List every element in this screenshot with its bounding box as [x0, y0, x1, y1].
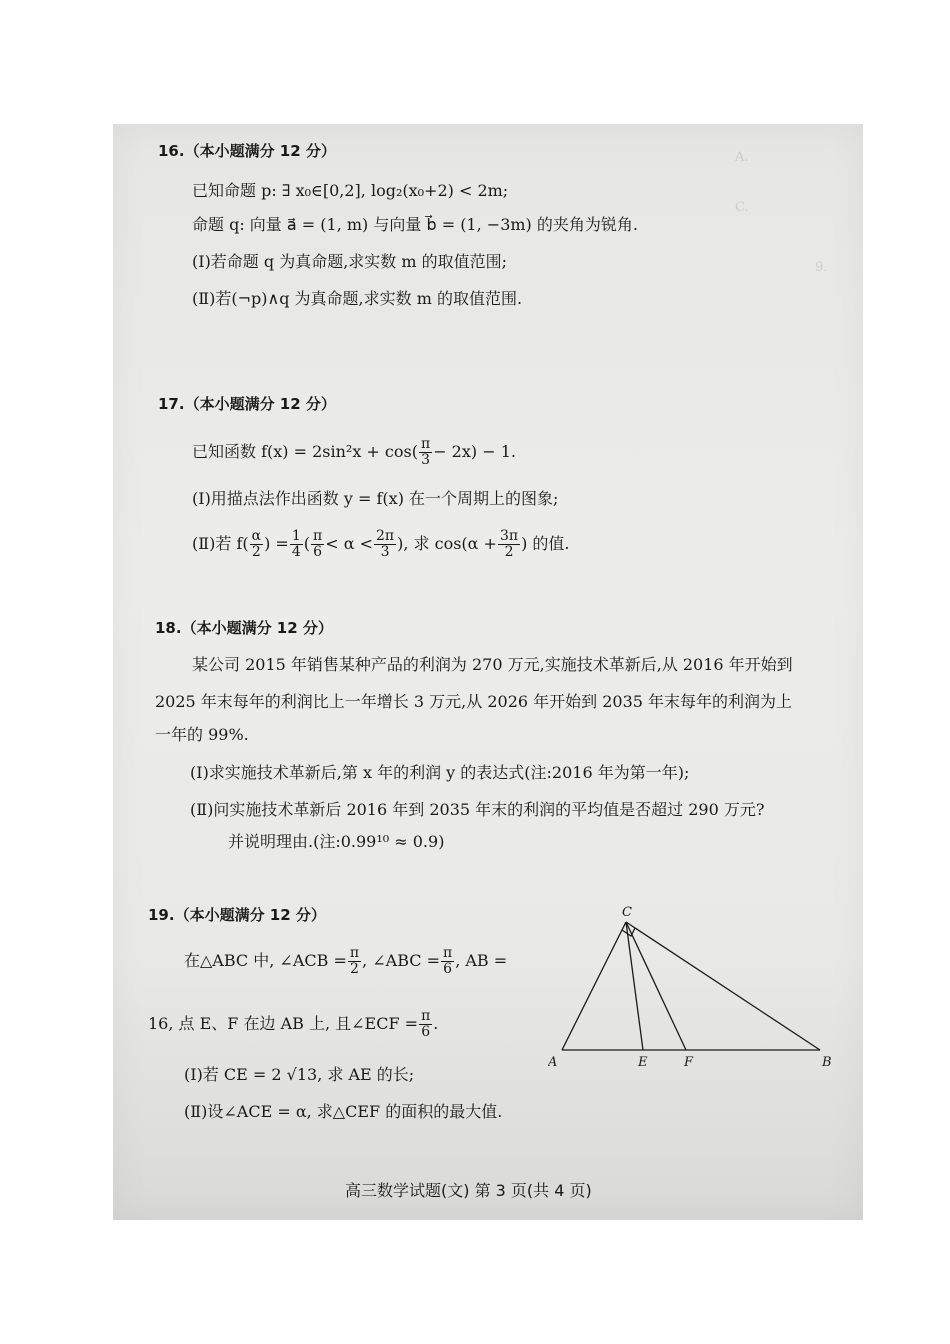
fraction-pi-6: $\frac{\pi}{6}$ — [421, 1008, 431, 1040]
q18-line-4: (Ⅰ)求实施技术革新后,第 x 年的利润 y 的表达式(注:2016 年为第一年); — [190, 763, 690, 782]
q19-part-a: 在△ABC 中, ∠ACB = — [184, 951, 347, 970]
q19-part-e: . — [433, 1014, 439, 1033]
q17-line-3 — [192, 524, 570, 564]
q16-heading: 16.（本小题满分 12 分） — [158, 142, 336, 160]
q18-line-6: 并说明理由.(注:0.99¹⁰ ≈ 0.9) — [228, 832, 445, 851]
q19-part-c: , AB = — [455, 951, 508, 970]
segment-bc — [626, 922, 820, 1050]
q17-part-d: < α < — [325, 534, 373, 553]
q19-line-2 — [148, 1004, 438, 1044]
q19-part-b: , ∠ABC = — [362, 951, 440, 970]
fraction-pi-6: $\frac{\pi}{6}$ — [443, 945, 453, 977]
label-c: C — [622, 905, 632, 920]
q17-line-1a: 已知函数 f(x) = 2sin²x + cos( — [192, 442, 418, 461]
q17-part-a: (Ⅱ)若 f( — [192, 534, 249, 553]
page-footer: 高三数学试题(文) 第 3 页(共 4 页) — [345, 1181, 592, 1200]
q18-line-3: 一年的 99%. — [155, 725, 249, 744]
q16-line-1: 已知命题 p: ∃ x₀∈[0,2], log₂(x₀+2) < 2m; — [192, 181, 509, 200]
q17-part-f: ) 的值. — [521, 534, 570, 553]
fraction-pi-6: $\frac{\pi}{6}$ — [313, 528, 323, 560]
bleed-through-text: 9. — [815, 260, 828, 275]
q18-line-2: 2025 年末每年的利润比上一年增长 3 万元,从 2026 年开始到 2035 年末每年的利润为上 — [155, 692, 793, 711]
q18-heading: 18.（本小题满分 12 分） — [155, 619, 333, 637]
q17-heading: 17.（本小题满分 12 分） — [158, 395, 336, 413]
q17-part-c: ( — [303, 534, 310, 553]
fraction-alpha-2: $\frac{\alpha}{2}$ — [251, 528, 262, 560]
label-f: F — [684, 1055, 694, 1070]
q18-line-1: 某公司 2015 年销售某种产品的利润为 270 万元,实施技术革新后,从 2016 年开始到 — [192, 655, 793, 674]
q17-part-e: ), 求 cos(α + — [397, 534, 497, 553]
q19-part-d: 16, 点 E、F 在边 AB 上, 且∠ECF = — [148, 1014, 419, 1033]
label-b: B — [822, 1055, 832, 1070]
fraction-3pi-2: $\frac{3\pi}{2}$ — [499, 528, 519, 560]
triangle-figure — [548, 900, 838, 1075]
bleed-through-text: C. — [735, 200, 749, 215]
q19-line-1 — [184, 941, 507, 981]
q17-part-b: ) = — [264, 534, 289, 553]
q16-line-3: (Ⅰ)若命题 q 为真命题,求实数 m 的取值范围; — [192, 252, 508, 271]
q17-line-2: (Ⅰ)用描点法作出函数 y = f(x) 在一个周期上的图象; — [192, 489, 559, 508]
q17-line-1 — [192, 432, 516, 472]
fraction-2pi-3: $\frac{2\pi}{3}$ — [376, 528, 395, 560]
label-e: E — [638, 1055, 648, 1070]
q16-line-2: 命题 q: 向量 a⃗ = (1, m) 与向量 b⃗ = (1, −3m) 的夹角为锐角. — [192, 215, 638, 234]
segment-ac — [562, 922, 626, 1050]
q18-line-5: (Ⅱ)问实施技术革新后 2016 年到 2035 年末的利润的平均值是否超过 290 万元? — [190, 800, 765, 819]
q17-line-1b: − 2x) − 1. — [433, 442, 516, 461]
fraction-1-4: $\frac{1}{4}$ — [291, 528, 301, 560]
right-angle-mark — [622, 928, 635, 936]
fraction-pi-3: $\frac{\pi}{3}$ — [420, 436, 431, 468]
label-a: A — [548, 1055, 558, 1070]
q16-line-4: (Ⅱ)若(¬p)∧q 为真命题,求实数 m 的取值范围. — [192, 289, 523, 308]
q19-line-4: (Ⅱ)设∠ACE = α, 求△CEF 的面积的最大值. — [184, 1102, 503, 1121]
bleed-through-text: A. — [735, 150, 749, 165]
fraction-pi-2: $\frac{\pi}{2}$ — [349, 945, 360, 977]
q19-heading: 19.（本小题满分 12 分） — [148, 906, 326, 924]
q19-line-3: (Ⅰ)若 CE = 2 √13, 求 AE 的长; — [184, 1065, 415, 1084]
